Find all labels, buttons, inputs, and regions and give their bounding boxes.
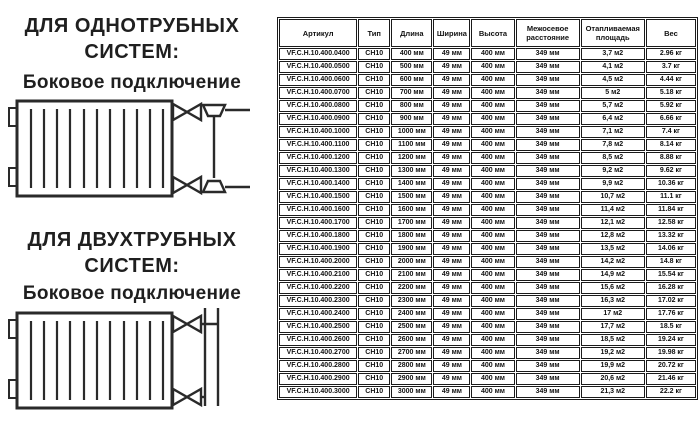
table-cell: 17,7 м2 [581, 321, 645, 333]
table-cell: 49 мм [433, 139, 470, 151]
table-cell: 5 м2 [581, 87, 645, 99]
table-cell: 2400 мм [391, 308, 432, 320]
table-cell: 349 мм [516, 48, 580, 60]
table-cell: 349 мм [516, 256, 580, 268]
table-cell: 800 мм [391, 100, 432, 112]
single-pipe-title [0, 13, 264, 65]
single-pipe-title-line2: СИСТЕМ: [84, 41, 180, 63]
table-cell: 349 мм [516, 230, 580, 242]
table-cell: VF.C.H.10.400.0600 [279, 74, 357, 86]
table-cell: 400 мм [471, 295, 514, 307]
table-cell: 49 мм [433, 165, 470, 177]
table-cell: 400 мм [471, 256, 514, 268]
table-cell: 349 мм [516, 204, 580, 216]
table-row [279, 360, 696, 372]
table-cell: CH10 [358, 113, 390, 125]
table-cell: 49 мм [433, 100, 470, 112]
table-cell: VF.C.H.10.400.0500 [279, 61, 357, 73]
table-cell: 400 мм [471, 191, 514, 203]
header-heated-area: Отапливаемая площадь [581, 19, 645, 47]
table-row [279, 74, 696, 86]
table-cell: 400 мм [471, 386, 514, 398]
spec-table-header [279, 19, 696, 47]
table-cell: CH10 [358, 100, 390, 112]
table-cell: 22.2 кг [646, 386, 696, 398]
table-row [279, 48, 696, 60]
table-cell: 400 мм [471, 87, 514, 99]
table-cell: 349 мм [516, 308, 580, 320]
table-cell: 400 мм [471, 308, 514, 320]
table-cell: 400 мм [471, 61, 514, 73]
two-pipe-subtitle: Боковое подключение [22, 283, 242, 304]
table-cell: VF.C.H.10.400.1400 [279, 178, 357, 190]
table-row [279, 178, 696, 190]
table-row [279, 165, 696, 177]
table-cell: 49 мм [433, 243, 470, 255]
table-cell: 15.54 кг [646, 269, 696, 281]
table-cell: VF.C.H.10.400.1900 [279, 243, 357, 255]
header-height: Высота [471, 19, 514, 47]
table-cell: CH10 [358, 87, 390, 99]
diagrams-panel [0, 0, 272, 421]
table-cell: 11.1 кг [646, 191, 696, 203]
table-cell: 49 мм [433, 48, 470, 60]
table-cell: 2800 мм [391, 360, 432, 372]
table-cell: 49 мм [433, 256, 470, 268]
table-cell: 349 мм [516, 178, 580, 190]
table-cell: VF.C.H.10.400.1100 [279, 139, 357, 151]
radiator-two-pipe-diagram-icon [4, 306, 256, 418]
table-cell: VF.C.H.10.400.1000 [279, 126, 357, 138]
table-cell: 1800 мм [391, 230, 432, 242]
table-cell: CH10 [358, 165, 390, 177]
table-cell: VF.C.H.10.400.2300 [279, 295, 357, 307]
header-article: Артикул [279, 19, 357, 47]
table-cell: VF.C.H.10.400.2000 [279, 256, 357, 268]
table-cell: 400 мм [471, 243, 514, 255]
table-cell: 49 мм [433, 178, 470, 190]
table-cell: 349 мм [516, 386, 580, 398]
table-cell: 49 мм [433, 113, 470, 125]
table-cell: 349 мм [516, 360, 580, 372]
table-cell: 400 мм [471, 100, 514, 112]
table-cell: 14,2 м2 [581, 256, 645, 268]
table-row [279, 230, 696, 242]
radiator-single-pipe-diagram-icon [4, 98, 256, 202]
table-cell: 400 мм [471, 230, 514, 242]
table-cell: CH10 [358, 295, 390, 307]
table-cell: VF.C.H.10.400.1500 [279, 191, 357, 203]
table-cell: 900 мм [391, 113, 432, 125]
table-cell: 49 мм [433, 360, 470, 372]
table-cell: 9,9 м2 [581, 178, 645, 190]
table-cell: 19,9 м2 [581, 360, 645, 372]
table-row [279, 282, 696, 294]
table-cell: 400 мм [471, 373, 514, 385]
table-cell: VF.C.H.10.400.2100 [279, 269, 357, 281]
table-cell: CH10 [358, 204, 390, 216]
table-cell: 349 мм [516, 243, 580, 255]
table-cell: VF.C.H.10.400.1600 [279, 204, 357, 216]
table-cell: 4.44 кг [646, 74, 696, 86]
table-cell: CH10 [358, 373, 390, 385]
table-cell: 49 мм [433, 282, 470, 294]
table-cell: CH10 [358, 386, 390, 398]
table-cell: CH10 [358, 74, 390, 86]
table-cell: 2700 мм [391, 347, 432, 359]
table-cell: CH10 [358, 360, 390, 372]
two-pipe-title-line1: ДЛЯ ДВУХТРУБНЫХ [27, 229, 237, 251]
table-row [279, 61, 696, 73]
table-cell: 49 мм [433, 230, 470, 242]
table-cell: CH10 [358, 347, 390, 359]
table-cell: 349 мм [516, 373, 580, 385]
table-cell: 7,8 м2 [581, 139, 645, 151]
table-cell: 6.66 кг [646, 113, 696, 125]
table-cell: 349 мм [516, 100, 580, 112]
table-cell: 5,7 м2 [581, 100, 645, 112]
table-cell: 10.36 кг [646, 178, 696, 190]
table-cell: 349 мм [516, 321, 580, 333]
table-row [279, 204, 696, 216]
header-width: Ширина [433, 19, 470, 47]
table-cell: 49 мм [433, 217, 470, 229]
table-cell: 49 мм [433, 308, 470, 320]
table-cell: CH10 [358, 256, 390, 268]
table-cell: 1700 мм [391, 217, 432, 229]
spec-table [277, 17, 698, 400]
table-cell: VF.C.H.10.400.1700 [279, 217, 357, 229]
table-cell: 7.4 кг [646, 126, 696, 138]
table-cell: 600 мм [391, 74, 432, 86]
table-cell: VF.C.H.10.400.2500 [279, 321, 357, 333]
header-length: Длина [391, 19, 432, 47]
table-cell: 49 мм [433, 347, 470, 359]
table-cell: 400 мм [471, 269, 514, 281]
table-cell: VF.C.H.10.400.1200 [279, 152, 357, 164]
table-cell: 4,5 м2 [581, 74, 645, 86]
table-cell: 2900 мм [391, 373, 432, 385]
table-cell: 1900 мм [391, 243, 432, 255]
table-cell: 18,5 м2 [581, 334, 645, 346]
table-cell: 349 мм [516, 295, 580, 307]
table-cell: 49 мм [433, 269, 470, 281]
table-cell: VF.C.H.10.400.2400 [279, 308, 357, 320]
single-pipe-title-line1: ДЛЯ ОДНОТРУБНЫХ [24, 15, 240, 37]
table-row [279, 87, 696, 99]
table-cell: 400 мм [471, 282, 514, 294]
table-cell: VF.C.H.10.400.2200 [279, 282, 357, 294]
table-cell: 349 мм [516, 191, 580, 203]
table-cell: 17.76 кг [646, 308, 696, 320]
table-cell: 349 мм [516, 61, 580, 73]
table-cell: 400 мм [471, 178, 514, 190]
table-cell: 1200 мм [391, 152, 432, 164]
table-cell: 8,5 м2 [581, 152, 645, 164]
table-cell: 349 мм [516, 165, 580, 177]
table-cell: 14.06 кг [646, 243, 696, 255]
table-row [279, 269, 696, 281]
table-cell: 400 мм [471, 321, 514, 333]
table-cell: 12.58 кг [646, 217, 696, 229]
table-cell: 400 мм [391, 48, 432, 60]
table-cell: 349 мм [516, 347, 580, 359]
table-cell: 4,1 м2 [581, 61, 645, 73]
table-cell: 400 мм [471, 113, 514, 125]
table-cell: 16,3 м2 [581, 295, 645, 307]
table-cell: VF.C.H.10.400.0400 [279, 48, 357, 60]
table-cell: 349 мм [516, 126, 580, 138]
table-cell: CH10 [358, 321, 390, 333]
table-row [279, 126, 696, 138]
table-cell: CH10 [358, 61, 390, 73]
table-row [279, 321, 696, 333]
table-cell: 11.84 кг [646, 204, 696, 216]
table-cell: 7,1 м2 [581, 126, 645, 138]
table-cell: CH10 [358, 243, 390, 255]
table-cell: 10,7 м2 [581, 191, 645, 203]
two-pipe-title-line2: СИСТЕМ: [84, 255, 180, 277]
table-cell: 1400 мм [391, 178, 432, 190]
table-cell: 349 мм [516, 282, 580, 294]
table-cell: VF.C.H.10.400.3000 [279, 386, 357, 398]
table-cell: 2600 мм [391, 334, 432, 346]
table-cell: 349 мм [516, 334, 580, 346]
table-cell: 400 мм [471, 152, 514, 164]
table-row [279, 334, 696, 346]
table-cell: 1300 мм [391, 165, 432, 177]
table-row [279, 295, 696, 307]
table-cell: 11,4 м2 [581, 204, 645, 216]
table-cell: VF.C.H.10.400.0800 [279, 100, 357, 112]
table-cell: 1600 мм [391, 204, 432, 216]
table-cell: 349 мм [516, 113, 580, 125]
table-cell: 19,2 м2 [581, 347, 645, 359]
table-cell: 400 мм [471, 217, 514, 229]
table-cell: 49 мм [433, 61, 470, 73]
table-cell: 3,7 м2 [581, 48, 645, 60]
table-cell: 5.92 кг [646, 100, 696, 112]
table-cell: VF.C.H.10.400.1800 [279, 230, 357, 242]
table-row [279, 386, 696, 398]
table-cell: 9,2 м2 [581, 165, 645, 177]
table-row [279, 373, 696, 385]
table-cell: 21,3 м2 [581, 386, 645, 398]
table-cell: CH10 [358, 48, 390, 60]
table-row [279, 217, 696, 229]
table-cell: 8.14 кг [646, 139, 696, 151]
table-row [279, 139, 696, 151]
table-cell: 14.8 кг [646, 256, 696, 268]
table-cell: 3.7 кг [646, 61, 696, 73]
table-body [279, 48, 696, 398]
table-cell: VF.C.H.10.400.0700 [279, 87, 357, 99]
table-cell: 2100 мм [391, 269, 432, 281]
table-cell: CH10 [358, 308, 390, 320]
table-cell: 13,5 м2 [581, 243, 645, 255]
header-weight: Вес [646, 19, 696, 47]
two-pipe-title [0, 227, 264, 279]
table-cell: 49 мм [433, 321, 470, 333]
table-row [279, 152, 696, 164]
table-cell: 49 мм [433, 373, 470, 385]
table-cell: VF.C.H.10.400.0900 [279, 113, 357, 125]
table-cell: 5.18 кг [646, 87, 696, 99]
table-cell: 9.62 кг [646, 165, 696, 177]
table-row [279, 113, 696, 125]
table-cell: 349 мм [516, 217, 580, 229]
table-cell: 400 мм [471, 74, 514, 86]
table-cell: 15,6 м2 [581, 282, 645, 294]
table-cell: 17 м2 [581, 308, 645, 320]
header-axle-distance: Межосевое расстояние [516, 19, 580, 47]
table-cell: 2200 мм [391, 282, 432, 294]
table-cell: 400 мм [471, 126, 514, 138]
table-cell: CH10 [358, 126, 390, 138]
table-cell: 21.46 кг [646, 373, 696, 385]
table-cell: 49 мм [433, 334, 470, 346]
table-cell: CH10 [358, 217, 390, 229]
table-cell: 400 мм [471, 204, 514, 216]
table-cell: 49 мм [433, 74, 470, 86]
table-cell: 14,9 м2 [581, 269, 645, 281]
table-cell: VF.C.H.10.400.2700 [279, 347, 357, 359]
table-cell: 49 мм [433, 191, 470, 203]
table-cell: 700 мм [391, 87, 432, 99]
table-cell: 349 мм [516, 269, 580, 281]
table-cell: VF.C.H.10.400.2900 [279, 373, 357, 385]
table-cell: CH10 [358, 334, 390, 346]
table-cell: 6,4 м2 [581, 113, 645, 125]
table-cell: 49 мм [433, 295, 470, 307]
table-cell: 19.24 кг [646, 334, 696, 346]
table-cell: 400 мм [471, 347, 514, 359]
table-cell: VF.C.H.10.400.2800 [279, 360, 357, 372]
table-cell: 16.28 кг [646, 282, 696, 294]
table-cell: 349 мм [516, 74, 580, 86]
table-row [279, 347, 696, 359]
table-cell: CH10 [358, 139, 390, 151]
table-cell: CH10 [358, 152, 390, 164]
table-cell: 400 мм [471, 334, 514, 346]
table-cell: 12,8 м2 [581, 230, 645, 242]
table-cell: 8.88 кг [646, 152, 696, 164]
table-cell: 3000 мм [391, 386, 432, 398]
table-cell: 49 мм [433, 204, 470, 216]
table-cell: 400 мм [471, 165, 514, 177]
table-cell: 19.98 кг [646, 347, 696, 359]
table-cell: 2.96 кг [646, 48, 696, 60]
table-cell: 49 мм [433, 152, 470, 164]
table-cell: 400 мм [471, 360, 514, 372]
table-row [279, 256, 696, 268]
table-cell: 2300 мм [391, 295, 432, 307]
single-pipe-subtitle: Боковое подключение [22, 72, 242, 93]
table-row [279, 191, 696, 203]
table-cell: 2000 мм [391, 256, 432, 268]
table-cell: 2500 мм [391, 321, 432, 333]
table-row [279, 308, 696, 320]
table-cell: 400 мм [471, 48, 514, 60]
table-cell: 20.72 кг [646, 360, 696, 372]
table-cell: 18.5 кг [646, 321, 696, 333]
table-cell: 1500 мм [391, 191, 432, 203]
table-cell: 17.02 кг [646, 295, 696, 307]
table-cell: 500 мм [391, 61, 432, 73]
table-cell: 349 мм [516, 152, 580, 164]
table-cell: CH10 [358, 191, 390, 203]
table-cell: 1000 мм [391, 126, 432, 138]
table-row [279, 100, 696, 112]
table-cell: CH10 [358, 282, 390, 294]
table-cell: 49 мм [433, 126, 470, 138]
table-cell: CH10 [358, 178, 390, 190]
table-cell: 49 мм [433, 87, 470, 99]
table-cell: 49 мм [433, 386, 470, 398]
table-cell: 1100 мм [391, 139, 432, 151]
table-cell: VF.C.H.10.400.1300 [279, 165, 357, 177]
table-cell: CH10 [358, 230, 390, 242]
table-row [279, 243, 696, 255]
spec-table-container [277, 17, 698, 400]
table-cell: 349 мм [516, 139, 580, 151]
table-cell: 13.32 кг [646, 230, 696, 242]
table-cell: 20,6 м2 [581, 373, 645, 385]
table-cell: VF.C.H.10.400.2600 [279, 334, 357, 346]
table-cell: CH10 [358, 269, 390, 281]
table-cell: 349 мм [516, 87, 580, 99]
header-row [279, 19, 696, 47]
table-cell: 12,1 м2 [581, 217, 645, 229]
header-type: Тип [358, 19, 390, 47]
table-cell: 400 мм [471, 139, 514, 151]
